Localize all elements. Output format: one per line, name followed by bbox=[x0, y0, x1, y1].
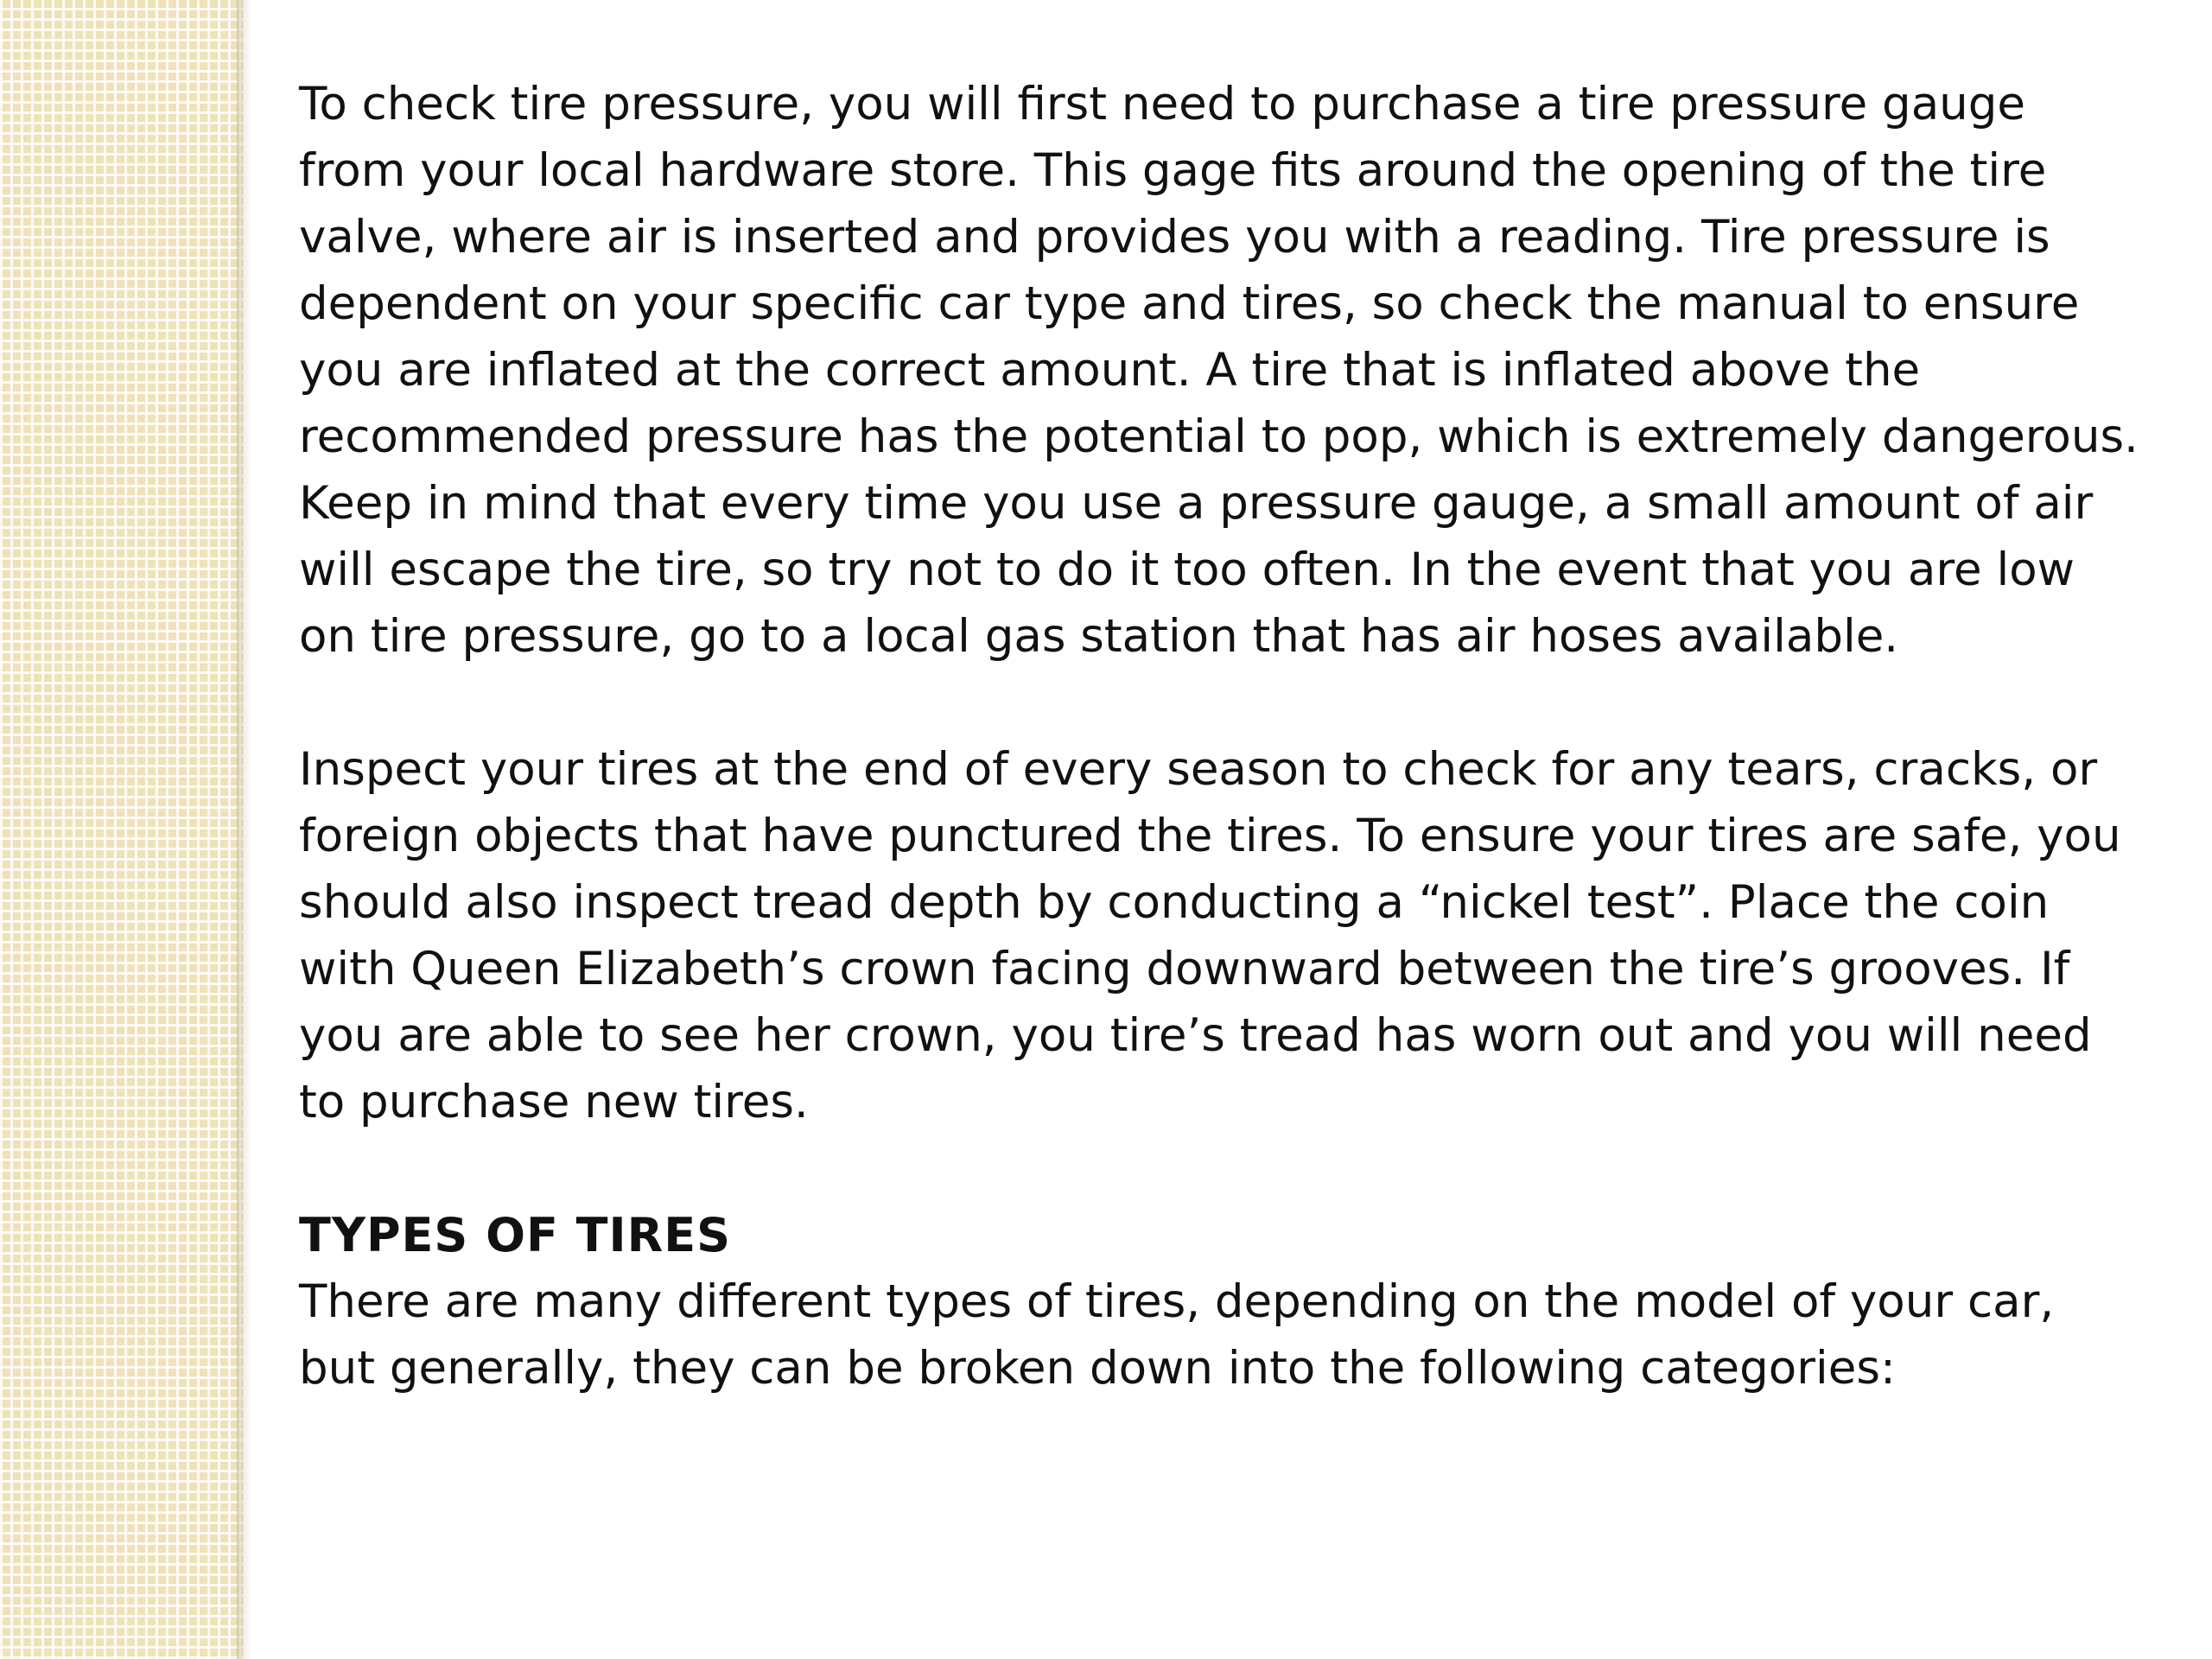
tire-pressure-paragraph: To check tire pressure, you will first need to purchase a tire pressure gauge from your local hardware store. This gage fits around the opening of the tire valve, where air is inserted and provides you with a reading. Tire pressure is dependent on your specific car type and tires, so check the manual to ensure you are inflated at the correct amount. A tire that is inflated above the recommended pressure has the potential to pop, which is extremely dangerous. Keep in mind that every time you use a pressure gauge, a small amount of air will escape the tire, so try not to do it too often. In the event that you are low on tire pressure, go to a local gas station that has air hoses available. bbox=[299, 78, 2139, 663]
slide-content bbox=[299, 71, 2139, 1402]
section-heading: TYPES OF TIRES bbox=[299, 1208, 731, 1262]
sidebar-shadow bbox=[237, 0, 252, 1659]
inspect-tires-paragraph: Inspect your tires at the end of every season to check for any tears, cracks, or foreign objects that have punctured the tires. To ensure your tires are safe, you should also inspect tread depth by conducting a “nickel test”. Place the coin with Queen Elizabeth’s crown facing downward between the tire’s grooves. If you are able to see her crown, you tire’s tread has worn out and you will need to purchase new tires. bbox=[299, 743, 2121, 1128]
types-intro-paragraph: There are many different types of tires, depending on the model of your car, but generally, they can be broken down into the following categories: bbox=[299, 1275, 2055, 1395]
decorative-sidebar-pattern bbox=[0, 0, 244, 1659]
